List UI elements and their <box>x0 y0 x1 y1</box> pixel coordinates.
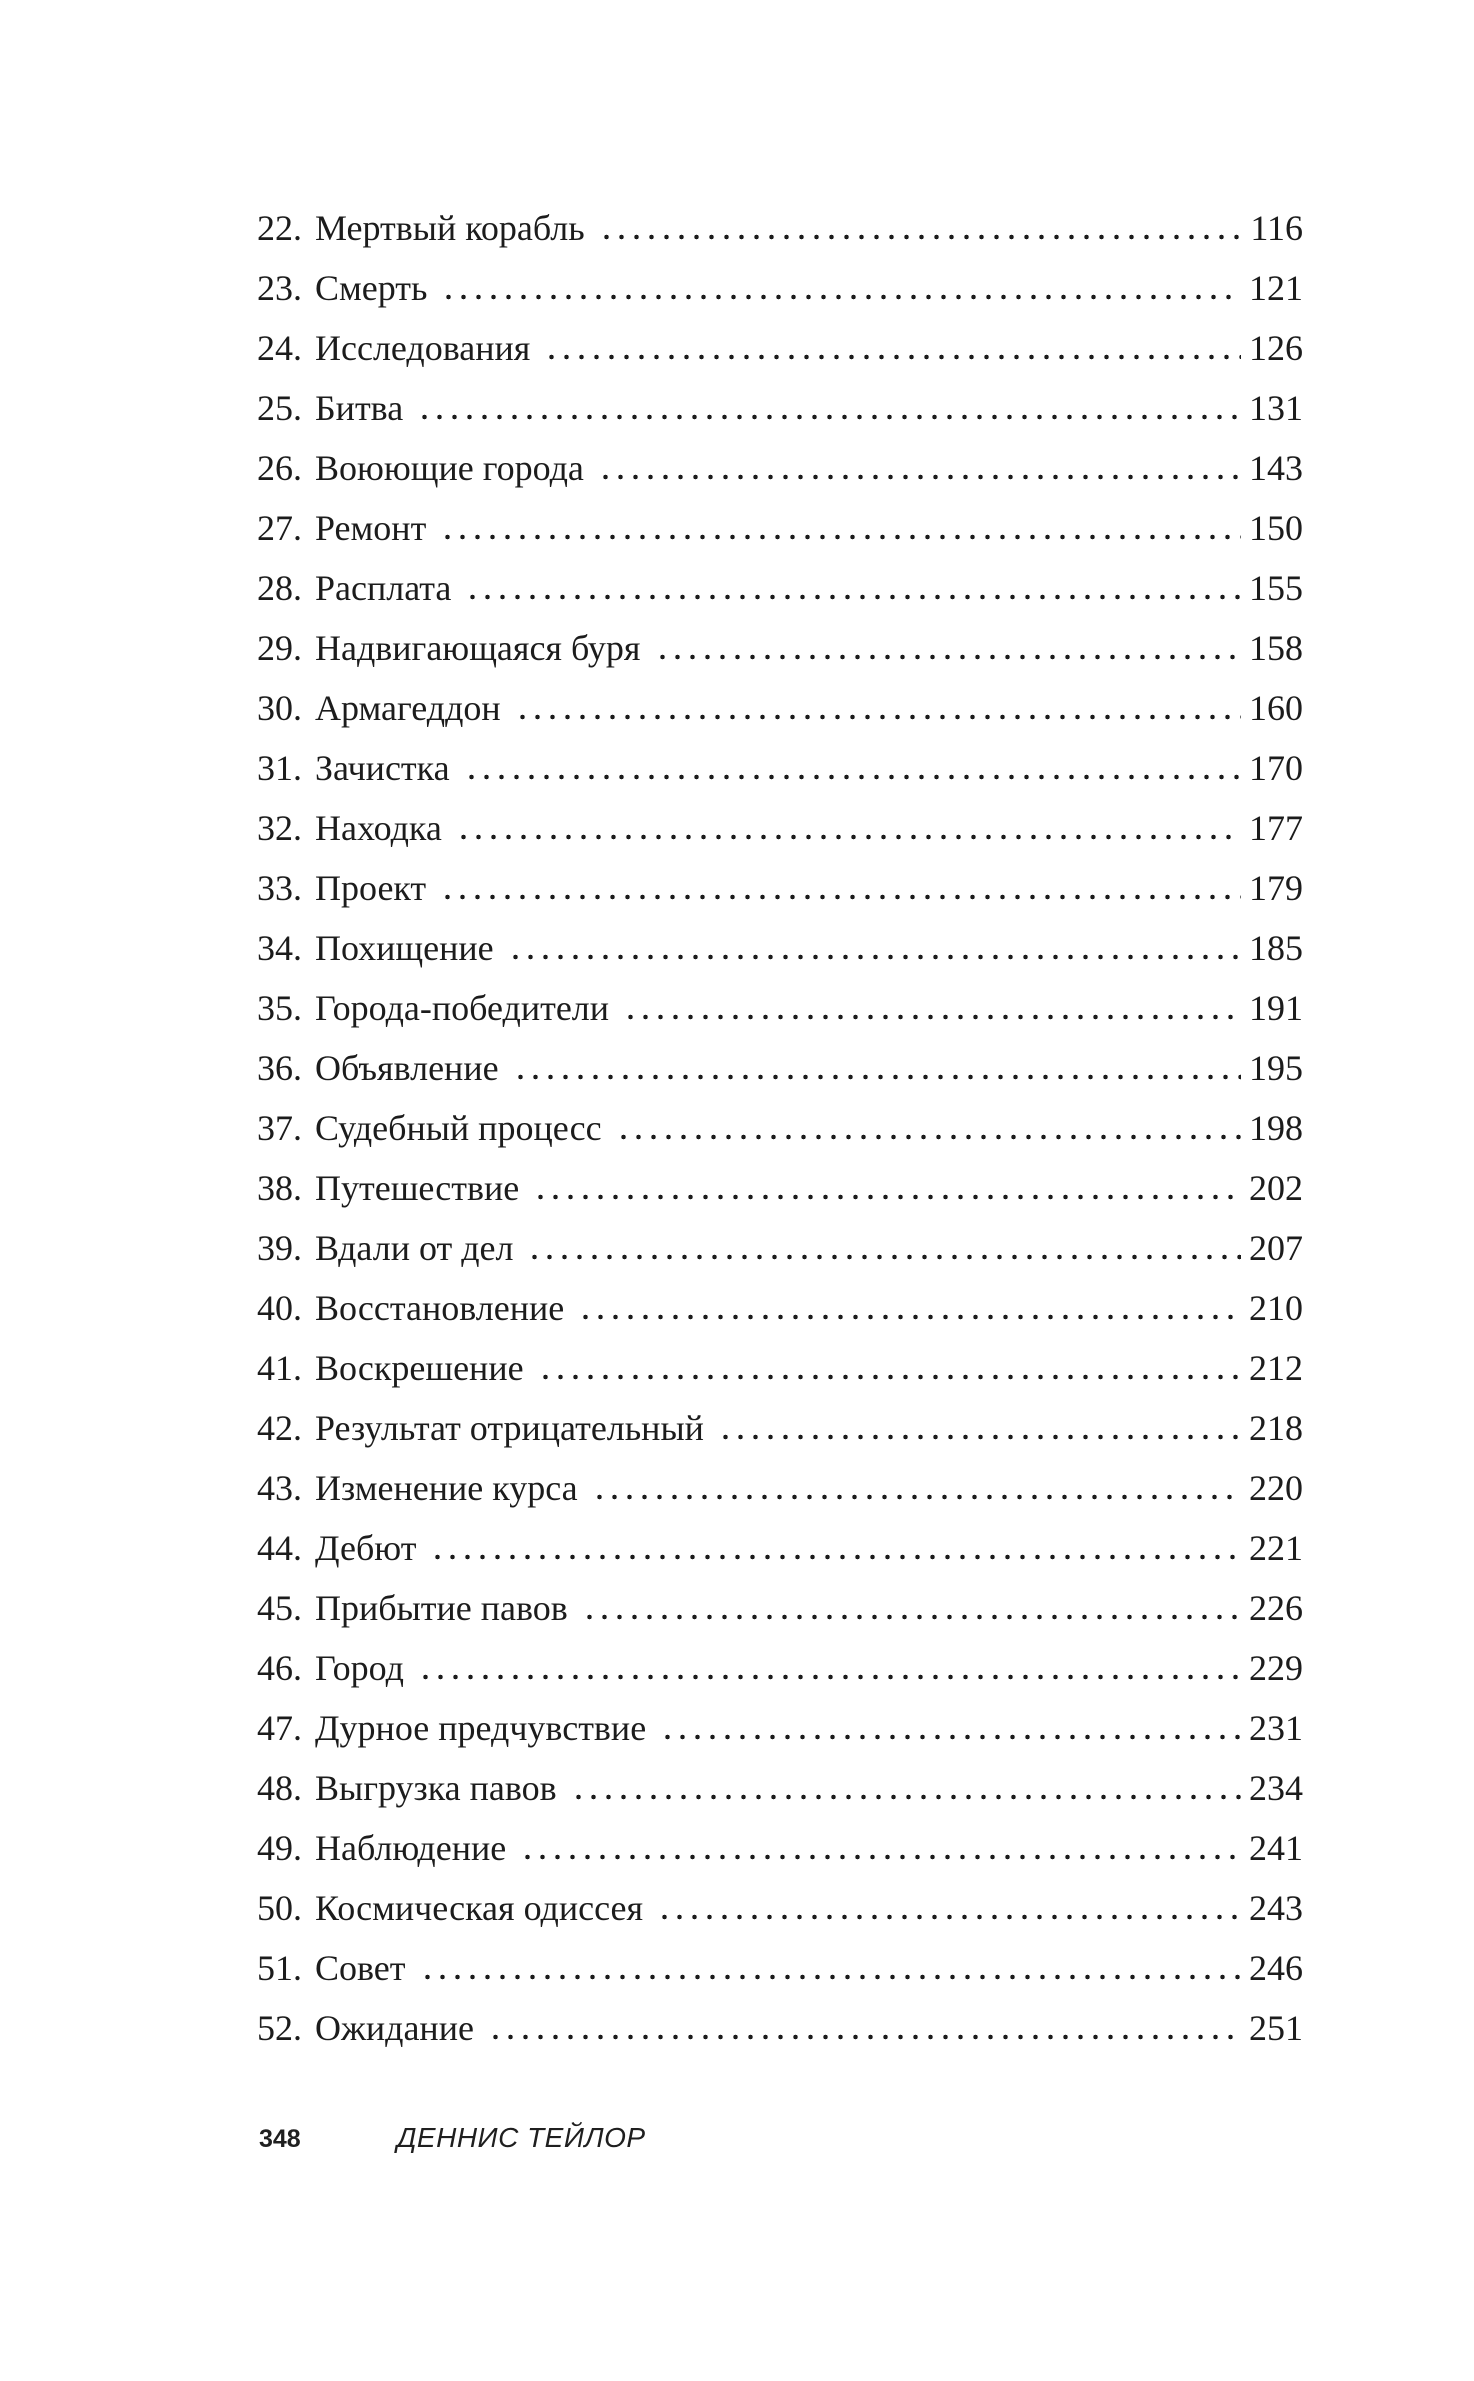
toc-entry-title: Город <box>315 1648 404 1688</box>
toc-entry-number: 41. <box>257 1348 302 1388</box>
dot-leader <box>592 1494 1241 1500</box>
toc-entry-number: 30. <box>257 688 302 728</box>
toc-entry-title: Расплата <box>315 568 452 608</box>
toc-entry-page: 185 <box>1249 928 1303 968</box>
dot-leader <box>515 714 1241 720</box>
toc-entry-number: 28. <box>257 568 302 608</box>
toc-entry <box>257 1458 1303 1518</box>
toc-entry-number: 37. <box>257 1108 302 1148</box>
dot-leader <box>418 1674 1241 1680</box>
toc-entry <box>257 1338 1303 1398</box>
toc-entry-title: Армагеддон <box>315 688 501 728</box>
toc-entry-number: 29. <box>257 628 302 668</box>
toc-entry-number: 42. <box>257 1408 302 1448</box>
toc-entry-number: 26. <box>257 448 302 488</box>
toc-entry <box>257 1938 1303 1998</box>
dot-leader <box>538 1374 1241 1380</box>
toc-entry-page: 202 <box>1249 1168 1303 1208</box>
toc-entry <box>257 1758 1303 1818</box>
toc-entry-number: 46. <box>257 1648 302 1688</box>
toc-entry-page: 150 <box>1249 508 1303 548</box>
toc-entry-page: 218 <box>1249 1408 1303 1448</box>
dot-leader <box>440 894 1241 900</box>
dot-leader <box>464 774 1241 780</box>
toc-entry <box>257 858 1303 918</box>
toc-entry-title: Ремонт <box>315 508 427 548</box>
dot-leader <box>623 1014 1241 1020</box>
toc-entry-title: Проект <box>315 868 427 908</box>
toc-entry-number: 22. <box>257 208 302 248</box>
toc-entry-title: Находка <box>315 808 442 848</box>
dot-leader <box>599 234 1243 240</box>
toc-entry-title: Совет <box>315 1948 406 1988</box>
toc-entry <box>257 1098 1303 1158</box>
toc-entry-number: 43. <box>257 1468 302 1508</box>
toc-entry-page: 121 <box>1249 268 1303 308</box>
toc-entry-number: 35. <box>257 988 302 1028</box>
dot-leader <box>655 654 1242 660</box>
toc-entry-title: Выгрузка павов <box>315 1768 557 1808</box>
toc-entry-number: 47. <box>257 1708 302 1748</box>
footer-page-number: 348 <box>259 2125 301 2153</box>
toc-entry-title: Битва <box>315 388 404 428</box>
toc-entry-number: 27. <box>257 508 302 548</box>
dot-leader <box>616 1134 1241 1140</box>
toc-entry-number: 34. <box>257 928 302 968</box>
toc-entry-number: 52. <box>257 2008 302 2048</box>
toc-entry <box>257 378 1303 438</box>
toc-entry-title: Города-победители <box>315 988 610 1028</box>
toc-entry <box>257 978 1303 1038</box>
toc-entry-number: 44. <box>257 1528 302 1568</box>
toc-entry-page: 234 <box>1249 1768 1303 1808</box>
toc-entry-title: Прибытие павов <box>315 1588 568 1628</box>
toc-entry <box>257 1398 1303 1458</box>
dot-leader <box>527 1254 1241 1260</box>
toc-entry <box>257 318 1303 378</box>
toc-entry-number: 38. <box>257 1168 302 1208</box>
toc-entry-page: 155 <box>1249 568 1303 608</box>
toc-entry-page: 243 <box>1249 1888 1303 1928</box>
toc-entry-page: 177 <box>1249 808 1303 848</box>
dot-leader <box>660 1734 1241 1740</box>
toc-entry-page: 207 <box>1249 1228 1303 1268</box>
toc-entry-page: 226 <box>1249 1588 1303 1628</box>
toc-entry-number: 49. <box>257 1828 302 1868</box>
toc-entry-number: 36. <box>257 1048 302 1088</box>
toc-entry <box>257 1818 1303 1878</box>
toc-entry-page: 179 <box>1249 868 1303 908</box>
toc-entry <box>257 918 1303 978</box>
toc-entry <box>257 1158 1303 1218</box>
toc-entry-number: 51. <box>257 1948 302 1988</box>
toc-entry-page: 210 <box>1249 1288 1303 1328</box>
toc-entry-title: Похищение <box>315 928 494 968</box>
toc-entry-page: 191 <box>1249 988 1303 1028</box>
toc-entry <box>257 618 1303 678</box>
toc-entry <box>257 1638 1303 1698</box>
toc-entry-page: 229 <box>1249 1648 1303 1688</box>
dot-leader <box>456 834 1241 840</box>
toc-entry-page: 212 <box>1249 1348 1303 1388</box>
dot-leader <box>718 1434 1241 1440</box>
dot-leader <box>657 1914 1241 1920</box>
toc-entry-number: 23. <box>257 268 302 308</box>
toc-entry-title: Объявление <box>315 1048 499 1088</box>
toc-entry <box>257 198 1303 258</box>
toc-entry-title: Надвигающаяся буря <box>315 628 641 668</box>
toc-entry-page: 131 <box>1249 388 1303 428</box>
toc-entry-page: 195 <box>1249 1048 1303 1088</box>
toc-entry <box>257 438 1303 498</box>
toc-entry-page: 198 <box>1249 1108 1303 1148</box>
toc-entry <box>257 498 1303 558</box>
toc-entry-number: 25. <box>257 388 302 428</box>
toc-entry-page: 231 <box>1249 1708 1303 1748</box>
toc-entry <box>257 558 1303 618</box>
toc-entry-page: 116 <box>1250 208 1303 248</box>
toc-entry-page: 251 <box>1249 2008 1303 2048</box>
dot-leader <box>544 354 1241 360</box>
toc-entry-number: 45. <box>257 1588 302 1628</box>
toc-entry-title: Воскрешение <box>315 1348 524 1388</box>
toc-entry <box>257 1878 1303 1938</box>
toc-entry-title: Дебют <box>315 1528 417 1568</box>
dot-leader <box>582 1614 1241 1620</box>
toc-entry-title: Исследования <box>315 328 531 368</box>
toc-entry-title: Ожидание <box>315 2008 474 2048</box>
dot-leader <box>533 1194 1241 1200</box>
toc-entry-number: 32. <box>257 808 302 848</box>
toc-entry-page: 220 <box>1249 1468 1303 1508</box>
toc-entry-number: 33. <box>257 868 302 908</box>
toc-entry-title: Дурное предчувствие <box>315 1708 647 1748</box>
toc-entry-number: 40. <box>257 1288 302 1328</box>
dot-leader <box>571 1794 1241 1800</box>
toc-entry-title: Путешествие <box>315 1168 520 1208</box>
dot-leader <box>578 1314 1241 1320</box>
toc-entry-number: 48. <box>257 1768 302 1808</box>
toc-entry-page: 241 <box>1249 1828 1303 1868</box>
toc-entry <box>257 1998 1303 2058</box>
toc-entry <box>257 798 1303 858</box>
toc-entry-page: 143 <box>1249 448 1303 488</box>
toc-entry <box>257 678 1303 738</box>
toc-entry-title: Наблюдение <box>315 1828 507 1868</box>
toc-entry <box>257 258 1303 318</box>
toc-entry-title: Судебный процесс <box>315 1108 602 1148</box>
toc-entry <box>257 1218 1303 1278</box>
toc-entry-title: Вдали от дел <box>315 1228 514 1268</box>
page-footer <box>259 2122 646 2154</box>
toc-entry-page: 160 <box>1249 688 1303 728</box>
toc-entry-title: Мертвый корабль <box>315 208 585 248</box>
toc-list <box>257 198 1303 2058</box>
toc-entry-number: 24. <box>257 328 302 368</box>
toc-entry-number: 31. <box>257 748 302 788</box>
toc-entry-title: Результат отрицательный <box>315 1408 704 1448</box>
toc-entry <box>257 1038 1303 1098</box>
toc-entry-page: 246 <box>1249 1948 1303 1988</box>
toc-entry-page: 170 <box>1249 748 1303 788</box>
toc-entry-title: Зачистка <box>315 748 450 788</box>
toc-entry-title: Воюющие города <box>315 448 584 488</box>
toc-entry <box>257 1698 1303 1758</box>
toc-entry-number: 39. <box>257 1228 302 1268</box>
dot-leader <box>417 414 1241 420</box>
footer-author: ДЕННИС ТЕЙЛОР <box>396 2122 646 2153</box>
toc-entry-page: 126 <box>1249 328 1303 368</box>
toc-entry-page: 158 <box>1249 628 1303 668</box>
toc-entry-title: Восстановление <box>315 1288 565 1328</box>
dot-leader <box>465 594 1241 600</box>
toc-entry-page: 221 <box>1249 1528 1303 1568</box>
toc-entry-number: 50. <box>257 1888 302 1928</box>
dot-leader <box>430 1554 1241 1560</box>
dot-leader <box>441 294 1241 300</box>
dot-leader <box>513 1074 1241 1080</box>
toc-entry <box>257 1518 1303 1578</box>
dot-leader <box>508 954 1241 960</box>
toc-entry-title: Смерть <box>315 268 428 308</box>
dot-leader <box>520 1854 1241 1860</box>
toc-entry-title: Космическая одиссея <box>315 1888 644 1928</box>
dot-leader <box>488 2034 1241 2040</box>
dot-leader <box>598 474 1241 480</box>
dot-leader <box>440 534 1241 540</box>
toc-entry <box>257 738 1303 798</box>
toc-entry-title: Изменение курса <box>315 1468 578 1508</box>
dot-leader <box>420 1974 1241 1980</box>
toc-entry <box>257 1578 1303 1638</box>
toc-entry <box>257 1278 1303 1338</box>
